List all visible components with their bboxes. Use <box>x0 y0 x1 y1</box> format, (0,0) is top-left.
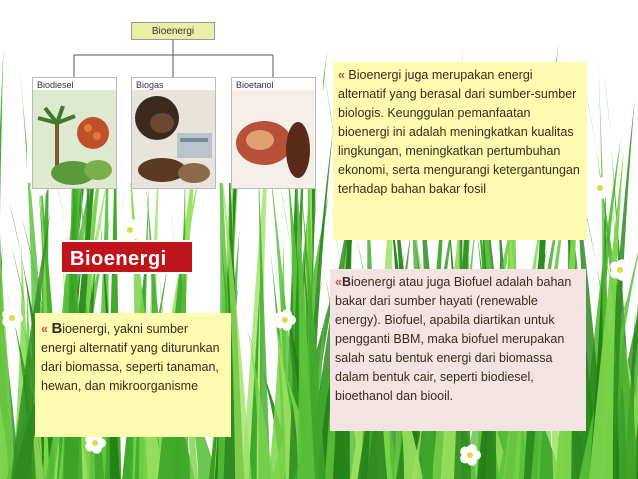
biodiesel-image <box>33 78 116 188</box>
bioenergy-diagram <box>27 15 323 183</box>
quote-mark: « <box>41 322 48 336</box>
biodiesel-label: Biodiesel <box>37 80 74 90</box>
drop-letter: B <box>341 275 351 289</box>
bioetanol-image <box>232 78 315 188</box>
diagram-root-node: Bioenergi <box>131 22 215 40</box>
drop-letter: B <box>51 320 63 337</box>
advantages-text: Bioenergi juga merupakan energi alternatif yang berasal dari sumber-sumber biologis. Keunggulan pemanfaatan bioenergi ini adalah meningkatkan kualitas lingkungan, meningkatkan pertumbuhan ekonomi, serta mengurangi ketergantungan terhadap bahan bakar fosil <box>338 68 580 196</box>
biogas-label: Biogas <box>136 80 164 90</box>
definition-box-left <box>35 313 231 437</box>
advantages-box <box>333 62 587 240</box>
definition-text: ioenergi, yakni sumber energi alternatif yang diturunkan dari biomassa, seperti tanaman, hewan, dan mikroorganisme <box>41 322 220 393</box>
quote-mark: « <box>338 68 345 82</box>
biofuel-box <box>330 269 586 431</box>
bioetanol-label: Bioetanol <box>236 80 274 90</box>
bioetanol-card <box>231 77 316 189</box>
biogas-card <box>131 77 216 189</box>
biodiesel-card <box>32 77 117 189</box>
quote-mark: « <box>335 275 342 289</box>
page-title: Bioenergi <box>60 240 194 274</box>
biofuel-text: ioenergi atau juga Biofuel adalah bahan bakar dari sumber hayati (renewable energy). Biofuel, apabila diartikan untuk pengganti BBM, maka biofuel merupakan salah satu bentuk energi dari biomassa dalam bentuk cair, seperti biodiesel, bioethanol dan biooil. <box>335 275 572 403</box>
biogas-image <box>132 78 215 188</box>
